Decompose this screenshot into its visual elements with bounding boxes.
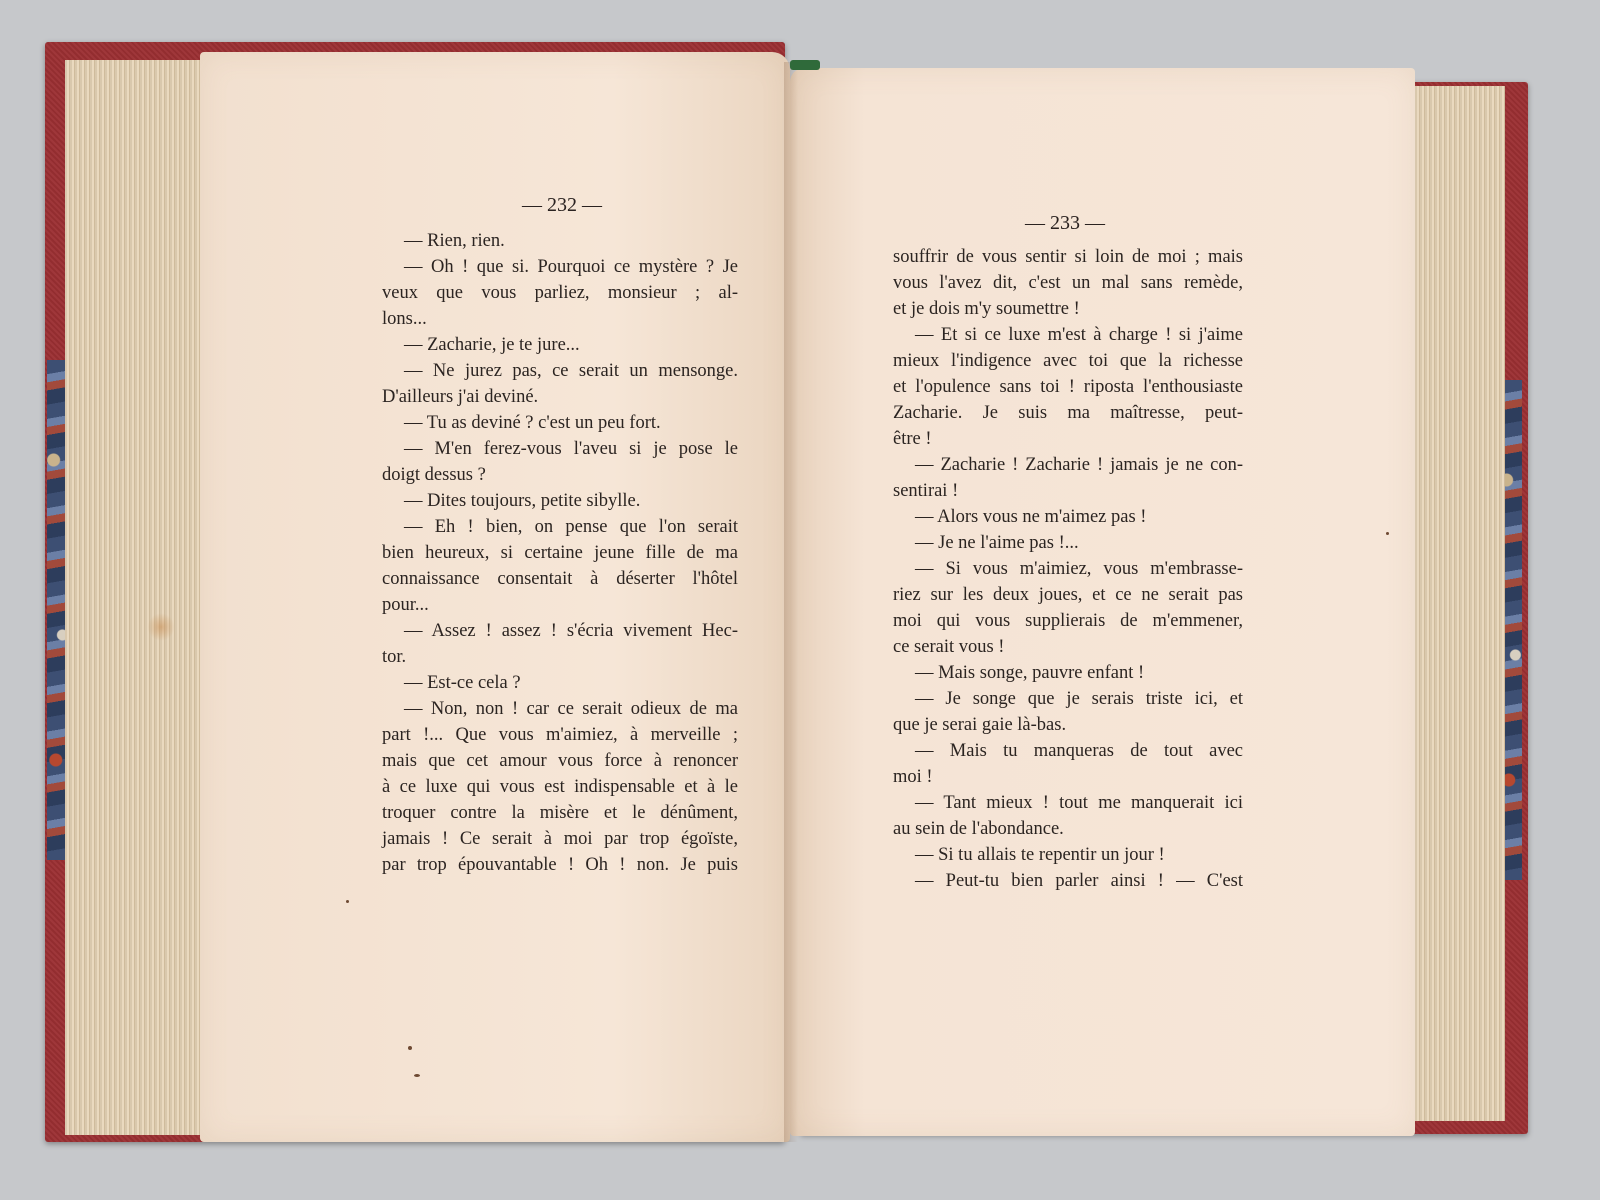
text-line: ce serait vous !	[893, 637, 1005, 657]
text-line: — Si tu allais te repentir un jour !	[915, 845, 1165, 865]
text-line: — M'en ferez-vous l'aveu si je pose le	[404, 439, 738, 459]
text-line: veux que vous parliez, monsieur ; al-	[382, 283, 738, 303]
text-line: et l'opulence sans toi ! riposta l'enthousiaste	[893, 377, 1243, 397]
paper-speck	[1386, 532, 1389, 535]
text-line: au sein de l'abondance.	[893, 819, 1064, 839]
text-line: sentirai !	[893, 481, 959, 501]
page-number-right: — 233 —	[1025, 212, 1105, 234]
text-line: — Rien, rien.	[404, 231, 505, 251]
text-line: être !	[893, 429, 932, 449]
text-line: — Dites toujours, petite sibylle.	[404, 491, 641, 511]
text-line: part !... Que vous m'aimiez, à merveille ;	[382, 725, 738, 745]
text-line: — Alors vous ne m'aimez pas !	[915, 507, 1147, 527]
text-line: — Si vous m'aimiez, vous m'embrasse-	[915, 559, 1243, 579]
text-line: — Zacharie, je te jure...	[404, 335, 580, 355]
text-line: moi qui vous supplierais de m'emmener,	[893, 611, 1243, 631]
page-number-left: — 232 —	[522, 194, 602, 216]
text-line: connaissance consentait à déserter l'hôtel	[382, 569, 738, 589]
text-line: — Et si ce luxe m'est à charge ! si j'aime	[915, 325, 1243, 345]
page-edges-right	[1405, 86, 1505, 1121]
text-line: — Ne jurez pas, ce serait un mensonge.	[404, 361, 738, 381]
text-line: — Mais songe, pauvre enfant !	[915, 663, 1145, 683]
text-line: et je dois m'y soumettre !	[893, 299, 1080, 319]
book-gutter	[784, 62, 798, 1142]
text-line: jamais ! Ce serait à moi par trop égoïste,	[382, 829, 738, 849]
text-line: — Tant mieux ! tout me manquerait ici	[915, 793, 1243, 813]
right-page-text	[893, 244, 1243, 894]
text-line: vous l'avez dit, c'est un mal sans remède,	[893, 273, 1243, 293]
bookmark-ribbon	[790, 60, 820, 70]
text-line: — Eh ! bien, on pense que l'on serait	[404, 517, 738, 537]
left-page-text	[382, 228, 738, 878]
foxing-stain	[148, 612, 174, 642]
text-line: — Non, non ! car ce serait odieux de ma	[404, 699, 738, 719]
text-line: par trop épouvantable ! Oh ! non. Je puis	[382, 855, 738, 875]
text-line: — Oh ! que si. Pourquoi ce mystère ? Je	[404, 257, 738, 277]
text-line: — Assez ! assez ! s'écria vivement Hec-	[404, 621, 738, 641]
text-line: — Je songe que je serais triste ici, et	[915, 689, 1243, 709]
text-line: à ce luxe qui vous est indispensable et à le	[382, 777, 738, 797]
text-line: pour...	[382, 595, 429, 615]
paper-speck	[408, 1046, 412, 1050]
paper-speck	[346, 900, 349, 903]
text-line: — Je ne l'aime pas !...	[915, 533, 1079, 553]
text-line: bien heureux, si certaine jeune fille de ma	[382, 543, 738, 563]
paper-speck	[414, 1074, 420, 1077]
text-line: tor.	[382, 647, 407, 667]
text-line: doigt dessus ?	[382, 465, 486, 485]
page-edges-left	[65, 60, 205, 1135]
text-line: troquer contre la misère et le dénûment,	[382, 803, 738, 823]
text-line: souffrir de vous sentir si loin de moi ; mais	[893, 247, 1243, 267]
text-line: D'ailleurs j'ai deviné.	[382, 387, 539, 407]
text-line: — Mais tu manqueras de tout avec	[915, 741, 1243, 761]
text-line: — Est-ce cela ?	[404, 673, 521, 693]
text-line: — Peut-tu bien parler ainsi ! — C'est	[915, 871, 1243, 891]
text-line: — Tu as deviné ? c'est un peu fort.	[404, 413, 661, 433]
text-line: mieux l'indigence avec toi que la richesse	[893, 351, 1243, 371]
text-line: — Zacharie ! Zacharie ! jamais je ne con-	[915, 455, 1243, 475]
text-line: riez sur les deux joues, et ce ne serait pas	[893, 585, 1243, 605]
text-line: moi !	[893, 767, 933, 787]
text-line: Zacharie. Je suis ma maîtresse, peut-	[893, 403, 1243, 423]
text-line: que je serai gaie là-bas.	[893, 715, 1067, 735]
text-line: lons...	[382, 309, 427, 329]
text-line: mais que cet amour vous force à renoncer	[382, 751, 738, 771]
